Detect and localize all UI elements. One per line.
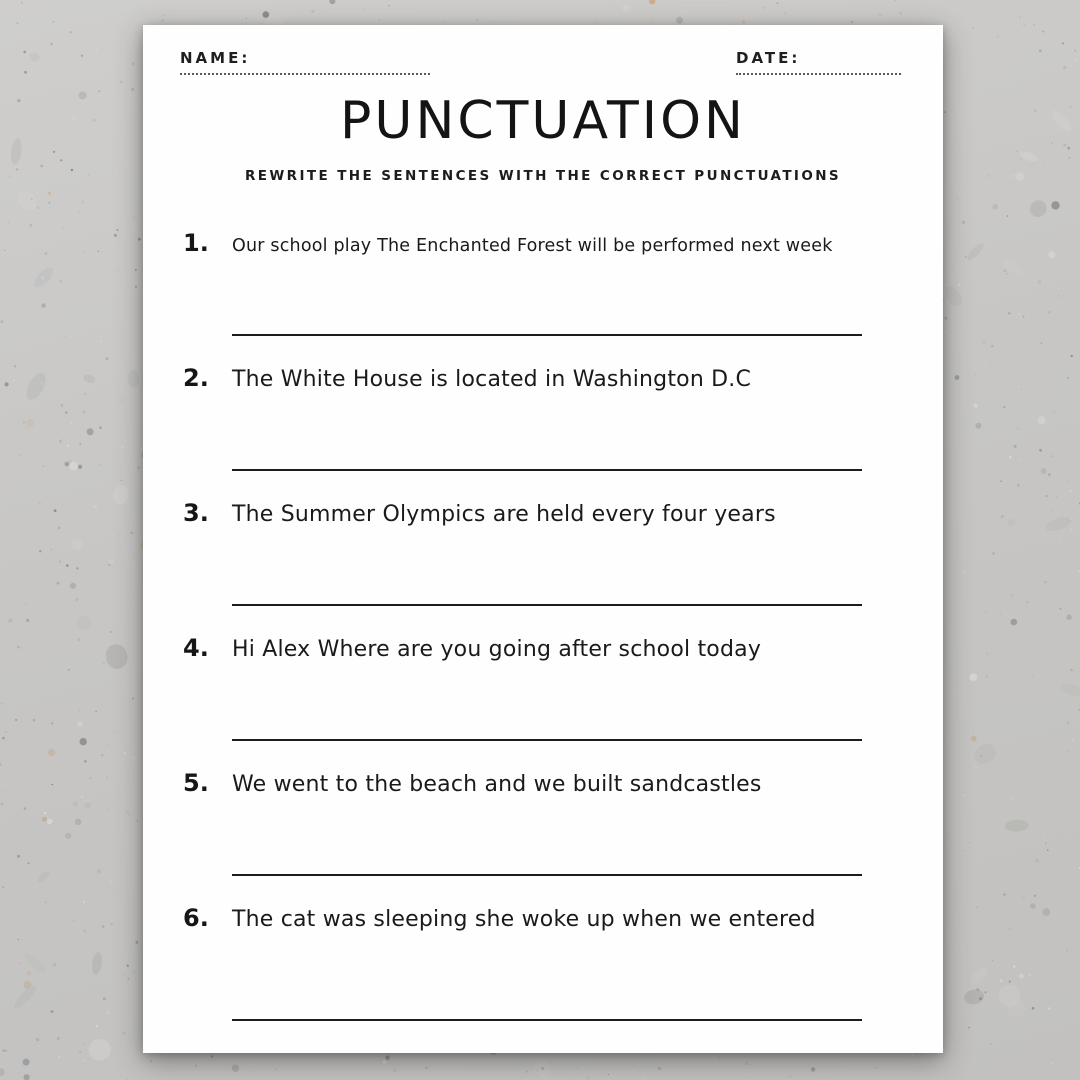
name-field: [180, 49, 430, 75]
answer-line: [232, 469, 862, 472]
worksheet-item: [143, 229, 943, 364]
worksheet-item: [143, 364, 943, 499]
worksheet-page: [143, 25, 943, 1053]
item-number: 3.: [183, 499, 209, 527]
sentence-list: [143, 229, 943, 1039]
name-blank-line: [180, 73, 430, 75]
item-sentence: The Summer Olympics are held every four years: [232, 502, 776, 527]
answer-line: [232, 739, 862, 742]
worksheet-item: [143, 769, 943, 904]
worksheet-item: [143, 499, 943, 634]
item-number: 1.: [183, 229, 209, 257]
item-sentence: Our school play The Enchanted Forest will be performed next week: [232, 236, 833, 256]
worksheet-item: [143, 904, 943, 1039]
item-sentence: We went to the beach and we built sandcastles: [232, 772, 762, 797]
sentence-row: [183, 634, 903, 662]
item-number: 2.: [183, 364, 209, 392]
item-number: 5.: [183, 769, 209, 797]
date-label: DATE:: [736, 49, 801, 67]
item-sentence: The cat was sleeping she woke up when we entered: [232, 907, 816, 932]
sentence-row: [183, 364, 903, 392]
instructions: REWRITE THE SENTENCES WITH THE CORRECT PUNCTUATIONS: [244, 168, 842, 184]
name-label: NAME:: [180, 49, 251, 67]
sentence-row: [183, 499, 903, 527]
header-row: [180, 49, 901, 75]
answer-line: [232, 334, 862, 337]
sentence-row: [183, 229, 903, 257]
item-number: 6.: [183, 904, 209, 932]
page-title: PUNCTUATION: [340, 91, 746, 151]
sentence-row: [183, 904, 903, 932]
worksheet-item: [143, 634, 943, 769]
item-sentence: Hi Alex Where are you going after school today: [232, 637, 762, 662]
date-field: [736, 49, 901, 75]
item-sentence: The White House is located in Washington D.C: [232, 367, 752, 392]
sentence-row: [183, 769, 903, 797]
date-blank-line: [736, 73, 901, 75]
answer-line: [232, 874, 862, 877]
answer-line: [232, 1019, 862, 1022]
answer-line: [232, 604, 862, 607]
item-number: 4.: [183, 634, 209, 662]
